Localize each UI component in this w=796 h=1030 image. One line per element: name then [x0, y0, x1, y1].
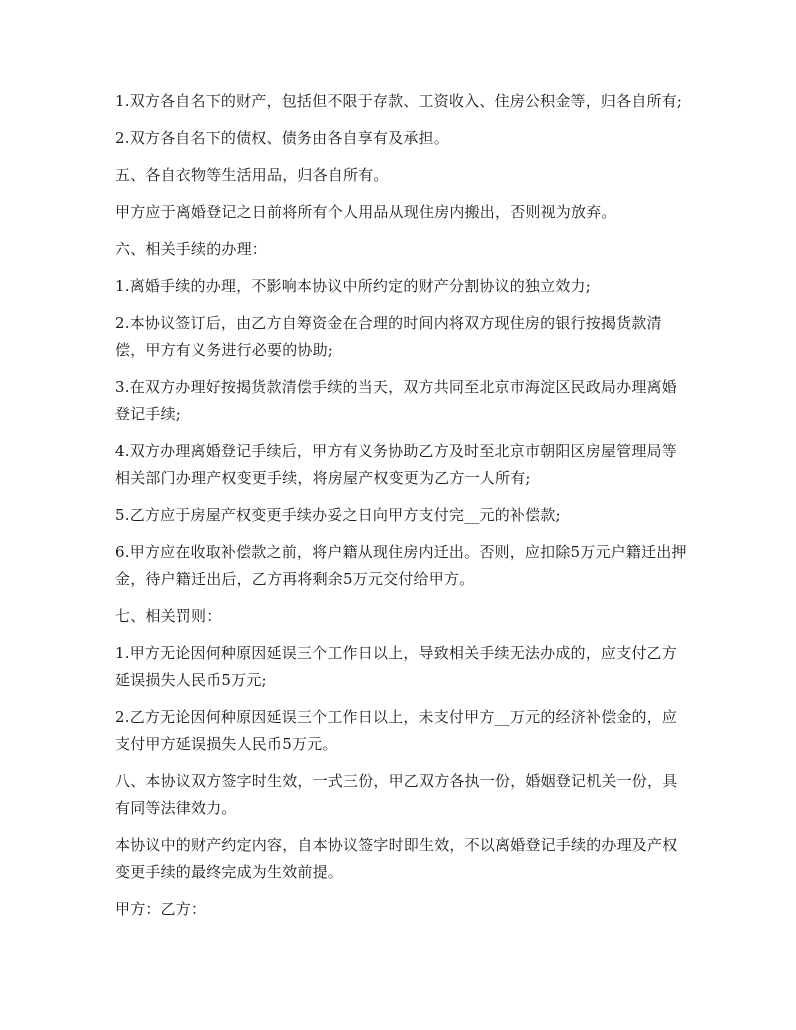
section-6-item-6: 6.甲方应在收取补偿款之前，将户籍从现住房内迁出。否则，应扣除5万元户籍迁出押金，待户籍迁出后，乙方再将剩余5万元交付给甲方。 [115, 543, 687, 588]
clause-1-property: 1.双方各自名下的财产，包括但不限于存款、工资收入、住房公积金等，归各自所有; [115, 92, 683, 110]
property-agreement-effect: 本协议中的财产约定内容，自本协议签字时即生效，不以离婚登记手续的办理及产权变更手续的最终完成为生效前提。 [115, 836, 678, 881]
section-6-item-4: 4.双方办理离婚登记手续后，甲方有义务协助乙方及时至北京市朝阳区房屋管理局等相关部门办理产权变更手续，将房屋产权变更为乙方一人所有; [115, 442, 677, 487]
section-6-item-5: 5.乙方应于房屋产权变更手续办妥之日向甲方支付完__元的补偿款; [115, 506, 561, 524]
section-5-personal-items: 甲方应于离婚登记之日前将所有个人用品从现住房内搬出，否则视为放弃。 [115, 203, 617, 221]
section-7-item-1: 1.甲方无论因何种原因延误三个工作日以上，导致相关手续无法办成的，应支付乙方延误损失人民币5万元; [115, 644, 677, 689]
section-6-item-1: 1.离婚手续的办理，不影响本协议中所约定的财产分割协议的独立效力; [115, 277, 591, 295]
section-6-item-2: 2.本协议签订后，由乙方自筹资金在合理的时间内将双方现住房的银行按揭货款清偿，甲方有义务进行必要的协助; [115, 314, 662, 359]
clause-2-debts: 2.双方各自名下的债权、债务由各自享有及承担。 [115, 129, 449, 147]
section-6-heading: 六、相关手续的办理： [115, 240, 268, 258]
section-7-heading: 七、相关罚则： [115, 607, 222, 625]
signature-line: 甲方：乙方： [115, 900, 207, 918]
section-6-item-3: 3.在双方办理好按揭货款清偿手续的当天，双方共同至北京市海淀区民政局办理离婚登记手续; [115, 378, 677, 423]
section-5-heading: 五、各自衣物等生活用品，归各自所有。 [115, 166, 389, 184]
document-body [115, 88, 687, 933]
section-7-item-2: 2.乙方无论因何种原因延误三个工作日以上，未支付甲方__万元的经济补偿金的，应支付甲方延误损失人民币5万元。 [115, 708, 678, 753]
section-8-effectiveness: 八、本协议双方签字时生效，一式三份，甲乙双方各执一份，婚姻登记机关一份，具有同等法律效力。 [115, 772, 678, 817]
